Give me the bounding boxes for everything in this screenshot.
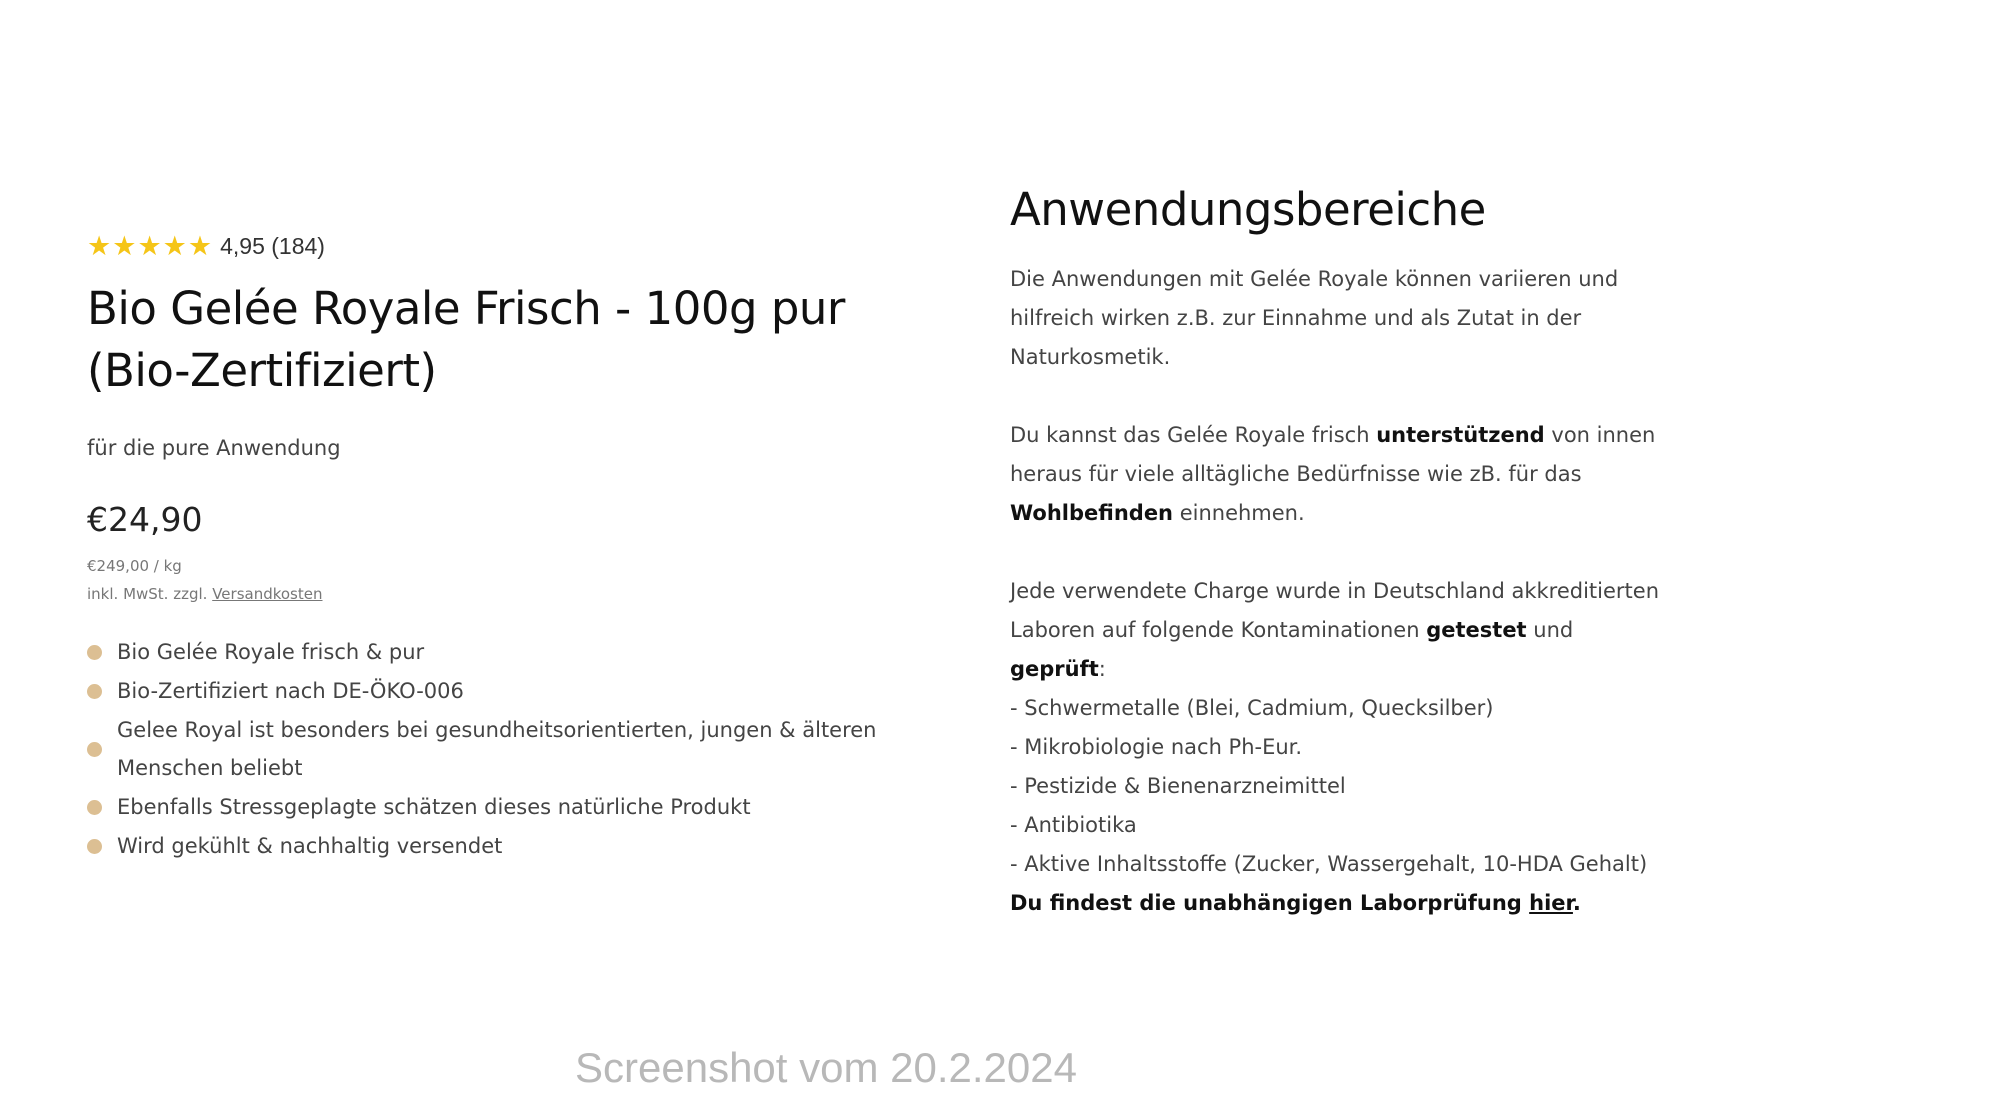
tax-text: inkl. MwSt. zzgl. [87,585,208,603]
rating[interactable] [87,226,887,266]
usage-support-text: Du kannst das Gelée Royale frisch unterstützend von innen heraus für viele alltägliche Bedürfnisse wie zB. für das Wohlbefinden einnehmen. [1010,423,1656,525]
list-item: Gelee Royal ist besonders bei gesundheitsorientierten, jungen & älteren Menschen beliebt [87,711,887,787]
list-item: - Pestizide & Bienenarzneimittel [1010,774,1346,798]
product-info [87,226,887,866]
product-subtitle: für die pure Anwendung [87,436,341,460]
star-icon: ★ [87,230,112,262]
tax-info [87,585,887,603]
price: €24,90 [87,500,203,539]
usage-section [1010,178,1660,923]
lab-report-text: Du findest die unabhängigen Laborprüfung hier. [1010,891,1581,915]
list-item: Ebenfalls Stressgeplagte schätzen dieses natürliche Produkt [87,788,887,826]
feature-list [87,633,887,865]
bullet-icon [87,800,102,815]
bullet-icon [87,684,102,699]
bullet-icon [87,839,102,854]
rating-count: (184) [271,232,325,259]
list-item: Bio-Zertifiziert nach DE-ÖKO-006 [87,672,887,710]
bullet-icon [87,645,102,660]
star-icon: ★ [187,230,213,262]
list-item: - Schwermetalle (Blei, Cadmium, Quecksilber) [1010,696,1494,720]
star-icon: ★ [162,230,187,262]
star-rating [87,230,213,262]
test-list [1010,689,1660,884]
bullet-icon [87,742,102,757]
product-title-line2: (Bio-Zertifiziert) [87,344,437,397]
star-icon: ★ [137,230,162,262]
lab-test-text: Jede verwendete Charge wurde in Deutschland akkreditierten Laboren auf folgende Kontaminationen getestet und geprüft: [1010,579,1660,681]
product-title [87,278,887,402]
lab-report-link[interactable]: hier [1529,891,1573,915]
star-icon: ★ [112,230,137,262]
list-item: - Mikrobiologie nach Ph-Eur. [1010,735,1303,759]
list-item: - Aktive Inhaltsstoffe (Zucker, Wassergehalt, 10-HDA Gehalt) [1010,852,1648,876]
section-title: Anwendungsbereiche [1010,183,1486,236]
list-item: - Antibiotika [1010,813,1137,837]
list-item: Bio Gelée Royale frisch & pur [87,633,887,671]
shipping-costs-link[interactable]: Versandkosten [212,585,323,603]
screenshot-caption: Screenshot vom 20.2.2024 [575,1044,1077,1091]
rating-value: 4,95 [220,232,265,259]
list-item: Wird gekühlt & nachhaltig versendet [87,827,887,865]
product-title-line1: Bio Gelée Royale Frisch - 100g pur [87,282,845,335]
unit-price: €249,00 / kg [87,557,182,575]
usage-intro: Die Anwendungen mit Gelée Royale können variieren und hilfreich wirken z.B. zur Einnahme und als Zutat in der Naturkosmetik. [1010,267,1619,369]
